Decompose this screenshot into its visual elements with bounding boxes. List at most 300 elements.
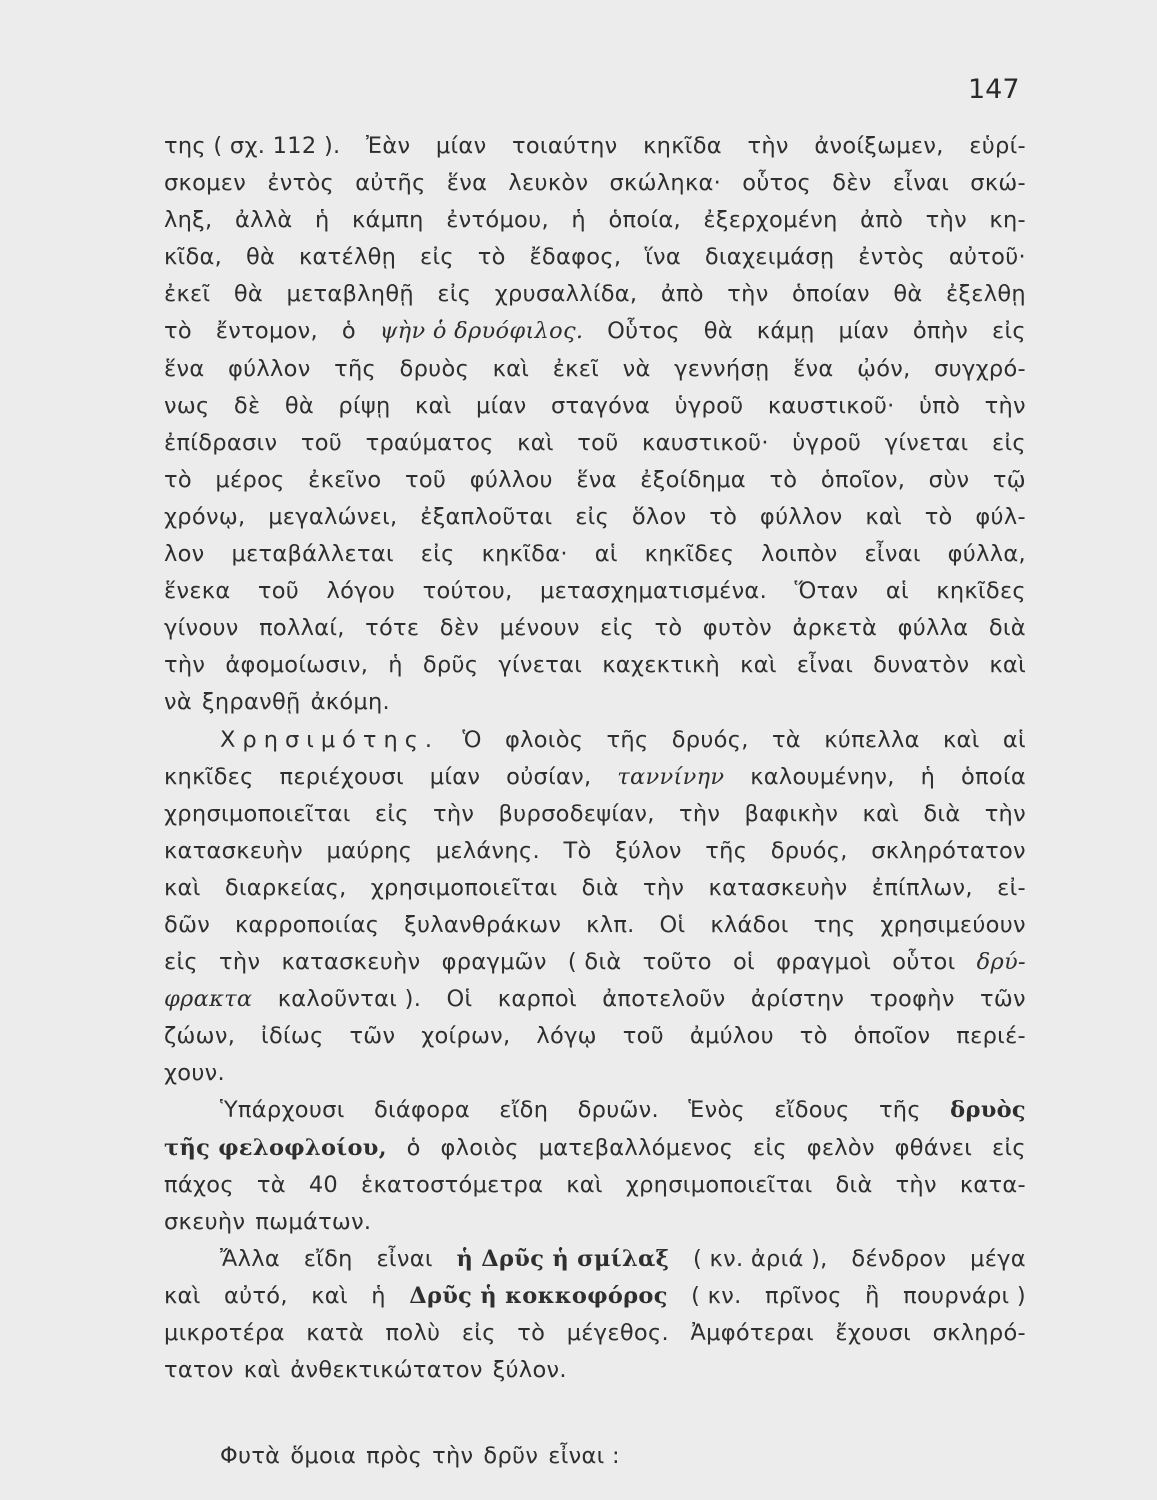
text-word: εἴδη (499, 1097, 549, 1124)
text-word: ἀρκετὰ (792, 615, 878, 642)
text-word: τὴν (747, 133, 789, 159)
text-word: περιέ- (956, 1023, 1026, 1050)
text-line (164, 944, 1026, 981)
text-word: εἰς (420, 244, 454, 271)
text-word: οἱ (732, 949, 755, 976)
text-word: Ἀμφότεραι (690, 1320, 814, 1346)
text-word: κάμῃ (756, 318, 815, 345)
text-word: ξηρανθῇ (202, 689, 301, 716)
text-word: δρύ- (976, 949, 1026, 976)
text-word: δὲν (832, 170, 872, 197)
text-word: τὸ (654, 615, 683, 642)
text-word: λόγῳ (536, 1023, 597, 1050)
text-word: ἀποτελοῦν (602, 986, 726, 1013)
text-word: τῶν (980, 986, 1026, 1013)
text-word: ἡ Δρῦς ἡ σμίλαξ (456, 1245, 670, 1272)
text-word: πρῖνος (764, 1282, 842, 1309)
text-word: καρποὶ (497, 986, 577, 1013)
text-word: εἰς (575, 503, 610, 530)
text-word: ἡ (314, 207, 330, 234)
text-word: καυστικοῦ· (767, 392, 895, 419)
text-word: σκώληκα· (609, 170, 722, 197)
text-line (164, 462, 1026, 499)
text-word: Ὑπάρχουσι (220, 1097, 345, 1124)
text-word: μαύρης (326, 837, 413, 864)
text-word: Ἐὰν (366, 133, 411, 159)
text-word: ἐντὸς (267, 170, 335, 197)
text-word: καὶ (492, 355, 530, 382)
text-word: οὗτοι (892, 949, 956, 976)
text-word: φύλλα, (947, 541, 1026, 568)
text-word: ληξ, (164, 207, 213, 234)
paragraph-gap (164, 1389, 1026, 1438)
text-word: ἢ (865, 1282, 880, 1309)
text-word: μέγα (970, 1245, 1026, 1272)
text-word: νὰ (622, 355, 651, 382)
text-line (164, 202, 1026, 239)
text-word: δῶν (164, 911, 211, 938)
text-word: τοῦ (622, 1023, 664, 1050)
text-word: τοιαύτην (512, 133, 618, 159)
text-word: κάμπη (352, 207, 424, 234)
text-word: κύπελλα (824, 726, 920, 753)
text-word: εἰς (992, 1134, 1026, 1161)
text-word: τὰ (256, 1171, 286, 1198)
text-word: μέρος (215, 466, 285, 493)
text-word: αὐτῆς (355, 170, 426, 197)
text-word: φύλλον (759, 503, 843, 530)
text-word: κλπ. (586, 911, 635, 938)
text-word: πρὸς (366, 1443, 423, 1470)
text-line (164, 684, 1026, 721)
text-word: χοίρων, (421, 1023, 511, 1050)
text-word: φύλλα (897, 615, 969, 642)
text-word: καὶ (311, 1282, 348, 1309)
text-word: διάφορα (373, 1097, 470, 1124)
text-word: καὶ (989, 652, 1026, 679)
text-word: τὸ (477, 244, 506, 271)
text-word: τὸ (164, 318, 192, 345)
text-word: τὴν (433, 800, 475, 827)
text-word: εἰς (992, 429, 1026, 456)
text-word: ὁποῖον, (820, 466, 906, 493)
text-word: σταγόνα (550, 392, 651, 419)
text-word: τῆς (606, 726, 649, 753)
text-word: κη- (989, 207, 1026, 234)
text-word: νως (164, 392, 210, 419)
text-word: ὑπὸ (918, 392, 961, 419)
text-word: μετασχηματισμένα. (539, 578, 768, 605)
text-word: τροφὴν (869, 986, 955, 1013)
text-line (164, 1278, 1026, 1315)
text-line (164, 499, 1026, 536)
text-word: ξύλον (615, 837, 682, 864)
text-word: ἐκεῖνο (308, 466, 382, 493)
text-word: εἰς (461, 1320, 496, 1346)
text-line (164, 313, 1026, 350)
text-word: μεγαλώνει, (268, 503, 398, 530)
text-line (164, 425, 1026, 462)
text-word: κηκῖδα· (481, 541, 568, 568)
text-word: τῆς φελοφλοίου, (164, 1134, 387, 1161)
text-line (164, 796, 1026, 833)
text-word: δρῦς (422, 652, 479, 679)
text-word: κατα- (959, 1171, 1026, 1198)
text-word: ὁποία, (608, 207, 681, 234)
text-word: τῆς (334, 355, 377, 382)
text-word: θὰ (703, 318, 733, 345)
text-word: Ἄλλα (220, 1245, 280, 1272)
text-word: χουν. (164, 1060, 226, 1087)
text-word: εἰς (437, 281, 472, 308)
text-word: κλάδοι (710, 911, 789, 938)
text-word: 40 (308, 1171, 339, 1198)
text-word: πολλαί, (259, 615, 345, 642)
text-line (164, 722, 1026, 759)
text-word: της ( σχ. 112 ). (164, 133, 341, 159)
text-word: πουρνάρι ) (903, 1282, 1026, 1309)
text-word: ἐξοίδημα (640, 466, 746, 493)
text-word: χρησιμοποιεῖται (625, 1171, 813, 1198)
text-line (164, 276, 1026, 313)
text-word: τὸ (517, 1320, 546, 1346)
text-word: εἶναι (376, 1245, 433, 1272)
text-word: χρυσαλλίδα, (494, 281, 638, 308)
text-line (164, 870, 1026, 907)
text-word: Τὸ (563, 837, 592, 864)
text-word: εἶναι (864, 541, 921, 568)
text-line (164, 647, 1026, 684)
text-word: ὑγροῦ (674, 392, 744, 419)
text-word: ἀκόμη. (310, 689, 391, 716)
text-word: τῶν (349, 1023, 396, 1050)
text-word: Ἑνὸς (688, 1097, 746, 1124)
text-word: εἰς (992, 318, 1026, 345)
text-word: καὶ (862, 800, 900, 827)
text-word: ἕνα (576, 466, 617, 493)
text-word: τὸ (799, 1023, 828, 1050)
text-word: ἐντόμου, (446, 207, 549, 234)
text-word: λοιπὸν (761, 541, 838, 568)
text-word: χρησιμεύουν (880, 911, 1026, 938)
text-word: διαρκείας, (224, 874, 347, 901)
text-word: εἶναι (892, 170, 950, 197)
text-word: ἕνα (446, 170, 488, 197)
text-word: κηκῖδες (936, 578, 1026, 605)
text-word: μικροτέρα (164, 1320, 285, 1346)
text-word: ἐντὸς (858, 244, 926, 271)
text-word: διὰ (835, 1171, 873, 1198)
text-word: χρόνῳ, (164, 503, 246, 530)
text-word: μεταβάλλεται (231, 541, 394, 568)
text-word: καλουμένην, (750, 763, 895, 790)
text-word: αὐτοῦ· (948, 244, 1026, 271)
text-word: εἰς (164, 949, 198, 976)
text-word: φρακτα (164, 986, 253, 1013)
text-word: τούτου, (422, 578, 513, 605)
text-word: ἐξαπλοῦται (420, 503, 553, 530)
text-word: Οἱ (446, 986, 473, 1013)
text-line (164, 1130, 1026, 1167)
text-word: πάχος (164, 1171, 234, 1198)
text-word: φυτὸν (702, 615, 773, 642)
text-word: δρυός, (671, 726, 749, 753)
text-word: τότε (365, 615, 420, 642)
body-text (164, 128, 1026, 1475)
text-word: ( κν. (691, 1282, 742, 1309)
text-word: ἔντομον, (215, 318, 318, 345)
text-line (164, 165, 1026, 202)
text-word: φθάνει (894, 1134, 973, 1161)
text-word: τατον (164, 1357, 234, 1384)
text-line (164, 1315, 1026, 1352)
text-word: ὁ (341, 318, 356, 345)
text-word: κῖδα, (164, 244, 223, 271)
text-word: φραγμοὶ (776, 949, 872, 976)
text-word: κατασκευὴν (164, 837, 303, 864)
text-word: ( διὰ (567, 949, 622, 976)
text-word: χρησιμοποιεῖται (164, 800, 351, 827)
text-word: ὁποία (960, 763, 1026, 790)
text-word: φραγμῶν (441, 949, 547, 976)
text-word: δρῦν (483, 1443, 539, 1470)
text-word: αὐτό, (224, 1282, 288, 1309)
text-word: σκευὴν (164, 1208, 246, 1235)
text-word: ἐξερχομένη (703, 207, 838, 234)
text-word: θὰ (245, 244, 276, 271)
text-word: δὲ (233, 392, 261, 419)
text-line (164, 759, 1026, 796)
text-word: Δρῦς ἡ κοκκοφόρος (409, 1282, 668, 1309)
text-word: θὰ (233, 281, 264, 308)
text-word: πωμάτων. (255, 1208, 372, 1235)
text-word: κηκῖδες (164, 763, 254, 790)
text-word: κατὰ (306, 1320, 364, 1346)
text-word: βαφικὴν (744, 800, 839, 827)
text-word: συγχρό- (934, 355, 1026, 382)
text-word: τὴν (984, 800, 1026, 827)
text-word: ὁποῖον (853, 1023, 931, 1050)
text-word: ἔχουσι (835, 1320, 912, 1346)
text-word: σὺν (928, 466, 970, 493)
text-word: εἰς (600, 615, 635, 642)
text-line (164, 128, 1026, 165)
text-word: ( κν. ἀριά ), (693, 1245, 828, 1272)
text-word: Οἱ (659, 911, 686, 938)
text-word: δένδρον (851, 1245, 947, 1272)
text-word: κατασκευὴν (708, 874, 848, 901)
text-word: νὰ (164, 689, 192, 716)
text-word: τὴν (432, 1443, 474, 1470)
text-word: ἵνα (645, 244, 682, 271)
text-word: φλοιὸς (504, 726, 584, 753)
text-word: δρυῶν. (577, 1097, 659, 1124)
text-word: τοῦ (577, 429, 619, 456)
text-word: κηκῖδες (644, 541, 735, 568)
text-word: μίαν (838, 318, 889, 345)
text-word: τὴν (727, 281, 769, 308)
text-word: φελὸν (806, 1134, 875, 1161)
text-word: θὰ (284, 392, 315, 419)
text-word: μέγεθος. (566, 1320, 669, 1346)
text-word: τὴν (925, 207, 967, 234)
text-word: τραύματος (365, 429, 494, 456)
text-word: εἶναι (796, 652, 854, 679)
text-word: ᾠόν, (857, 355, 911, 382)
text-word: εἰς (753, 1134, 787, 1161)
text-word: τὴν (895, 1171, 937, 1198)
text-word: Φυτὰ (220, 1443, 281, 1470)
text-word: καὶ (243, 1357, 281, 1384)
text-word: τὴν (643, 874, 685, 901)
text-word: τῆς (878, 1097, 921, 1124)
text-word: ξύλον. (492, 1357, 567, 1384)
text-word: καχεκτικὴ (602, 652, 721, 679)
text-word: τοῦ (405, 466, 447, 493)
text-word: σκληρό- (932, 1320, 1026, 1346)
text-word: αἱ (594, 541, 618, 568)
text-word: δρυὸς (399, 355, 470, 382)
text-word: ἀπὸ (860, 207, 904, 234)
text-word: Οὗτος (607, 318, 680, 345)
text-line (164, 1167, 1026, 1204)
text-line (164, 981, 1026, 1018)
text-word: περιέχουσι (279, 763, 404, 790)
text-line (164, 351, 1026, 388)
text-word: εἰ- (997, 874, 1026, 901)
text-word: διὰ (923, 800, 961, 827)
text-word: ὑγροῦ (792, 429, 862, 456)
text-word: εἴδη (303, 1245, 353, 1272)
text-word: μίαν (476, 392, 527, 419)
text-word: ἐκεῖ (164, 281, 211, 308)
text-word: ἐξελθῃ (945, 281, 1026, 308)
text-word: φλοιὸς (440, 1134, 519, 1161)
text-line (164, 1352, 1026, 1389)
text-word: καρροποιίας (234, 911, 380, 938)
text-word: καλοῦνται ). (277, 986, 422, 1013)
text-word: καὶ (566, 1171, 603, 1198)
text-word: κηκῖδα (643, 133, 722, 159)
text-word: πολὺ (385, 1320, 441, 1346)
text-word: ἕνα (793, 355, 834, 382)
text-word: θὰ (893, 281, 923, 308)
text-line (164, 573, 1026, 610)
text-word: ζώων, (164, 1023, 236, 1050)
text-word: σκληρότατον (871, 837, 1026, 864)
text-line (164, 239, 1026, 276)
text-word: ὅμοια (290, 1443, 357, 1470)
text-word: εἶναι : (548, 1443, 620, 1470)
text-word: δρυός, (770, 837, 848, 864)
text-word: τὸ (164, 466, 192, 493)
text-word: ματεβαλλόμενος (538, 1134, 734, 1161)
text-word: διὰ (581, 874, 619, 901)
text-word: τοῦ (300, 429, 343, 456)
text-word: εἰς (420, 541, 455, 568)
text-word: σκομεν (164, 170, 247, 197)
page-number: 147 (968, 74, 1020, 105)
text-word: μένουν (499, 615, 580, 642)
text-word: τὸ (709, 503, 738, 530)
text-word: καὶ (164, 1282, 201, 1309)
text-word: Χρησιμότης. (220, 726, 440, 753)
text-word: γεννήσῃ (674, 355, 770, 382)
text-word: κατέλθῃ (298, 244, 397, 271)
text-word: γίνεται (498, 652, 583, 679)
text-word: τὰ (771, 726, 801, 753)
text-word: τὸ (924, 503, 953, 530)
text-line (164, 1438, 1026, 1475)
text-word: ἑκατοστόμετρα (361, 1171, 544, 1198)
text-word: Ὅταν (794, 578, 859, 605)
text-word: αἱ (1002, 726, 1026, 753)
text-word: δὲν (439, 615, 480, 642)
text-word: τὴν (164, 652, 206, 679)
text-word: ὀπὴν (912, 318, 969, 345)
text-word: ἰδίως (261, 1023, 324, 1050)
text-word: τῷ (992, 466, 1026, 493)
text-line (164, 907, 1026, 944)
text-word: τὴν (984, 392, 1026, 419)
text-word: διὰ (988, 615, 1026, 642)
text-word: δρυὸς (950, 1097, 1026, 1124)
text-word: ἀνοίξωμεν, (814, 133, 944, 159)
text-word: δυνατὸν (873, 652, 970, 679)
text-line (164, 388, 1026, 425)
text-word: ἀμύλου (689, 1023, 774, 1050)
text-word: τὴν (219, 949, 261, 976)
text-word: ἡ (371, 1282, 386, 1309)
text-word: μίαν (429, 763, 481, 790)
text-word: καὶ (943, 726, 980, 753)
text-word: αἱ (885, 578, 909, 605)
text-word: ἡ (571, 207, 586, 234)
text-word: ψὴν ὁ δρυόφιλος. (379, 318, 584, 345)
text-word: τοῦ (257, 578, 300, 605)
text-word: τὸ (769, 466, 798, 493)
text-word: μίαν (435, 133, 487, 159)
text-word: γίνουν (164, 615, 239, 642)
text-word: λόγου (326, 578, 396, 605)
text-word: κατασκευὴν (281, 949, 421, 976)
text-word: ἕνα (164, 355, 205, 382)
text-word: φύλ- (975, 503, 1026, 530)
text-word: διαχειμάσῃ (704, 244, 835, 271)
text-word: φύλλον (227, 355, 311, 382)
text-line (164, 1018, 1026, 1055)
text-word: τοῦτο (642, 949, 712, 976)
text-word: ὁ (406, 1134, 421, 1161)
text-word: ὁποίαν (791, 281, 870, 308)
text-word: ἐκεῖ (552, 355, 600, 382)
text-word: της (813, 911, 856, 938)
text-word: ἀνθεκτικώτατον (290, 1357, 483, 1384)
text-word: καὶ (865, 503, 902, 530)
text-word: ρίψῃ (338, 392, 391, 419)
text-word: σκώ- (970, 170, 1026, 197)
text-word: τὴν (678, 800, 721, 827)
text-word: ἐπίδρασιν (164, 429, 278, 456)
text-word: οὗτος (742, 170, 812, 197)
text-line (164, 833, 1026, 870)
text-word: Ὁ (462, 726, 482, 753)
text-word: εἴδους (774, 1097, 850, 1124)
text-line (164, 1092, 1026, 1129)
text-word: καὶ (415, 392, 452, 419)
text-word: εὑρί- (969, 133, 1026, 159)
text-word: ἕνεκα (164, 578, 231, 605)
